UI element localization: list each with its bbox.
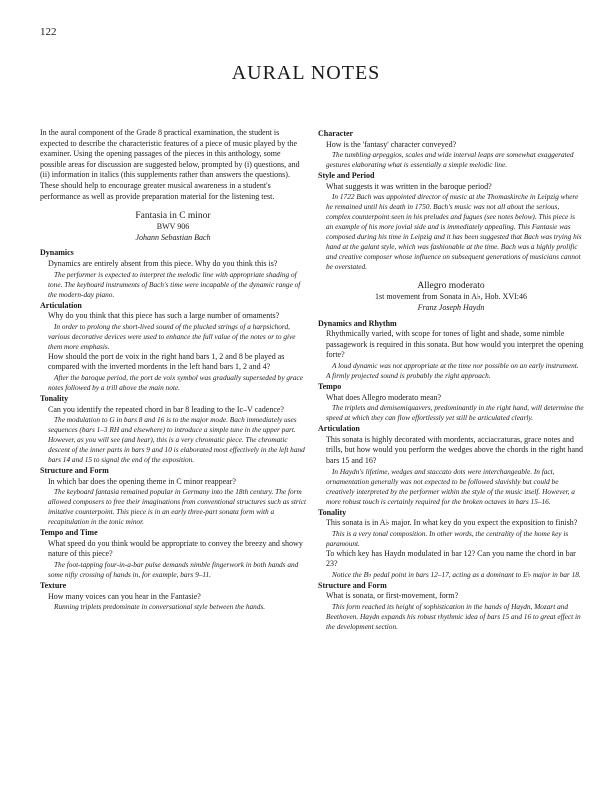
section	[40, 528, 306, 580]
answer: After the baroque period, the port de voix symbol was gradually superseded by grace notes followed by a trill above the main note.	[48, 372, 303, 392]
section-heading: Tempo	[318, 381, 342, 391]
question: Rhythmically varied, with scope for tones of light and shade, some nimble passagework is required in this sonata. But how would you interpret the opening forte?	[326, 329, 584, 360]
question: How is the 'fantasy' character conveyed?	[326, 139, 457, 149]
question: How should the port de voix in the right hand bars 1, 2 and 8 be played as compared with the inverted mordents in the left hand bars 1, 2 and 4?	[48, 351, 285, 372]
question: This sonata is highly decorated with mordents, acciaccaturas, grace notes and trills, but how would you perform the wedges above the chords in the right hand bars 15 and 16?	[326, 434, 584, 465]
section	[40, 581, 306, 612]
piece1-title: Fantasia in C minor	[135, 211, 211, 222]
section	[318, 581, 584, 632]
answer: A loud dynamic was not appropriate at the time nor possible on an early instrument. A firmly projected sound is probably the right approach.	[326, 360, 579, 380]
section-heading: Structure and Form	[318, 580, 387, 590]
piece1-composer: Johann Sebastian Bach	[135, 232, 211, 242]
section	[318, 424, 584, 506]
section-heading: Tempo and Time	[40, 528, 98, 538]
page-title: AURAL NOTES	[231, 62, 381, 84]
answer: The keyboard fantasia remained popular in Germany into the 18th century. The form allowed composers to free their imaginations from conventional structures such as strict imitative counterpoint. This piece is in an early three-part sonata form with a recapitulation in the tonic minor.	[48, 487, 307, 527]
answer: Notice the B♭ pedal point in bars 12–17, acting as a dominant to E♭ major in bar 18.	[332, 569, 581, 579]
piece2-composer: Franz Joseph Haydn	[417, 302, 485, 312]
section-heading: Tonality	[318, 507, 347, 517]
section	[40, 466, 306, 527]
section	[318, 171, 584, 272]
answer: In Haydn's lifetime, wedges and staccato dots were interchangeable. In fact, ornamentation generally was not expected to be followed slavishly but could be creatively interpreted by the performer within the style of the music itself. However, a more robust touch is certainly required for the broken octaves in bars 15–16.	[326, 466, 575, 506]
intro-paragraph: In the aural component of the Grade 8 practical examination, the student is expected to describe the characteristic features of a piece of music played by the examiner. Using the opening passages of the pieces in this anthology, some possible areas for discussion are suggested below, prompted by (i) questions, and (ii) information in italics (this supplements rather than answers the questions). These should help to encourage greater musical awareness in a student's performance as well as provide preparation material for the listening test.	[40, 128, 300, 201]
answer: The triplets and demisemiquavers, predominantly in the right hand, will determine the speed at which they can flow effortlessly yet still be articulated clearly.	[326, 403, 584, 423]
page-number: 122	[40, 26, 57, 38]
answer: The tumbling arpeggios, scales and wide interval leaps are somewhat exaggerated gestures elaborating what is essentially a simple melodic line.	[326, 150, 574, 170]
question: How many voices can you hear in the Fantasie?	[48, 591, 201, 601]
section-heading: Dynamics	[40, 248, 74, 258]
section-heading: Texture	[40, 581, 67, 591]
question: To which key has Haydn modulated in bar 12? Can you name the chord in bar 23?	[326, 548, 576, 569]
section	[40, 248, 306, 299]
question: In which bar does the opening theme in C minor reappear?	[48, 476, 236, 486]
question: What is sonata, or first-movement, form?	[326, 591, 459, 601]
question: Why do you think that this piece has such a large number of ornaments?	[48, 311, 280, 321]
section	[40, 301, 306, 393]
section-heading: Character	[318, 129, 354, 138]
answer: The foot-tapping four-in-a-bar pulse demands nimble fingerwork in both hands and some nifty crossing of hands in, for example, bars 9–11.	[48, 560, 299, 580]
right-column	[318, 128, 584, 632]
question: What does Allegro moderato mean?	[326, 392, 442, 402]
piece2-title: Allegro moderato	[417, 281, 485, 292]
question: What suggests it was written in the baroque period?	[326, 181, 492, 191]
section-heading: Articulation	[40, 300, 82, 310]
question: Can you identify the repeated chord in bar 8 leading to the Ic–V cadence?	[48, 404, 284, 414]
piece1-sections	[40, 248, 306, 612]
section	[318, 319, 584, 381]
left-column	[40, 128, 306, 612]
section	[318, 382, 584, 423]
question: What speed do you think would be appropriate to convey the breezy and showy nature of this piece?	[48, 538, 303, 559]
answer: Running triplets predominate in conversational style between the hands.	[54, 602, 266, 612]
section-heading: Articulation	[318, 424, 360, 434]
section	[40, 394, 306, 465]
section	[318, 508, 584, 580]
piece2-header	[318, 280, 584, 313]
answer: The modulation to G in bars 8 and 16 is to the major mode. Bach immediately uses sequences (bars 1–3 RH and elsewhere) to introduce a simple tune in the upper part. However, as you will see (and hear), this is a very chromatic piece. The chromatic descent of the inner parts in bars 9 and 10 is elaborated most effectively in the left hand bars 14 and 15 to signal the end of the exposition.	[48, 415, 305, 465]
piece2-sections	[318, 319, 584, 633]
answer: This is a very tonal composition. In other words, the centrality of the home key is paramount.	[326, 528, 569, 548]
question: Dynamics are entirely absent from this piece. Why do you think this is?	[48, 258, 278, 268]
piece1-catalogue: BWV 906	[156, 222, 190, 232]
answer: This form reached its height of sophistication in the hands of Haydn, Mozart and Beethoven. Haydn expands his robust rhythmic idea of bars 15 and 16 to great effect in the development section.	[326, 602, 581, 632]
section-heading: Dynamics and Rhythm	[318, 318, 397, 328]
answer: In 1722 Bach was appointed director of music at the Thomaskirche in Leipzig where he remained until his death in 1750. Bach's music was not all about the serious, complex counterpoint seen in his preludes and fugues (see notes below). This piece is an example of his more jovial side and is immediately appealing. This Fantasie was composed during his time in Leipzig and it has been suggested that Bach was trying his hand at the galant style, which was fashionable at the time. Bach was a highly prolific and creative composer whose influence on subsequent generations of musicians cannot be overstated.	[326, 192, 582, 272]
piece1-header	[40, 210, 306, 243]
answer: The performer is expected to interpret the melodic line with appropriate shading of tone. The keyboard instruments of Bach's time were incapable of the dynamic range of the modern-day piano.	[48, 269, 301, 299]
piece2-catalogue: 1st movement from Sonata in A♭, Hob. XVI:46	[375, 292, 527, 302]
piece1-sections-continued	[318, 129, 584, 272]
section	[318, 129, 584, 170]
question: This sonata is in A♭ major. In what key do you expect the exposition to finish?	[326, 518, 578, 528]
section-heading: Style and Period	[318, 171, 375, 181]
section-heading: Structure and Form	[40, 466, 109, 476]
answer: In order to prolong the short-lived sound of the plucked strings of a harpsichord, various decorative devices were used to enhance the full value of the notes or to give them more emphasis.	[48, 321, 296, 351]
section-heading: Tonality	[40, 393, 69, 403]
